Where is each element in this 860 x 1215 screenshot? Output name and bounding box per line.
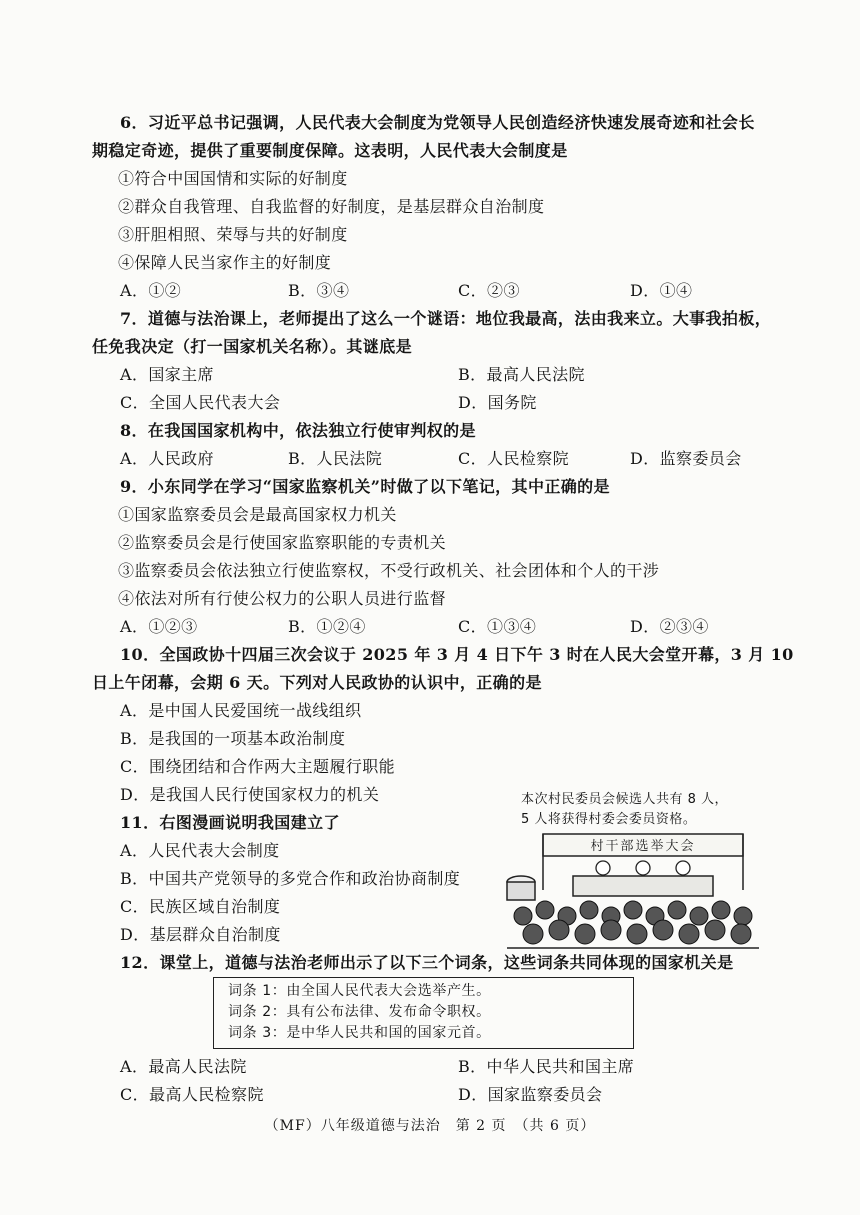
question-7-stem-line1: 7．道德与法治课上，老师提出了这么一个谜语：地位我最高，法由我来立。大事我拍板， — [120, 309, 772, 328]
question-7-option-b: B．最高人民法院 — [458, 365, 585, 384]
question-7-option-d: D．国务院 — [458, 393, 537, 412]
question-8-option-c: C．人民检察院 — [458, 449, 570, 468]
question-6-item-2: ②群众自我管理、自我监督的好制度，是基层群众自治制度 — [118, 197, 545, 216]
cartoon-caption-line2: 5 人将获得村委会委员资格。 — [521, 812, 697, 827]
question-6-item-3: ③肝胆相照、荣辱与共的好制度 — [118, 225, 348, 244]
question-9-item-2: ②监察委员会是行使国家监察职能的专责机关 — [118, 533, 447, 552]
question-12-term-box — [213, 977, 634, 1049]
question-9-item-4: ④依法对所有行使公权力的公职人员进行监督 — [118, 589, 447, 608]
question-10-option-d: D．是我国人民行使国家权力的机关 — [120, 785, 380, 804]
question-6-option-a: A．①② — [120, 281, 182, 300]
question-9-option-c: C．①③④ — [458, 617, 537, 636]
question-12-option-b: B．中华人民共和国主席 — [458, 1057, 635, 1076]
question-11-option-b: B．中国共产党领导的多党合作和政治协商制度 — [120, 869, 461, 888]
cartoon-caption-line1: 本次村民委员会候选人共有 8 人， — [521, 792, 729, 807]
cartoon-drawing — [503, 830, 763, 950]
question-8-option-b: B．人民法院 — [288, 449, 383, 468]
question-9-item-3: ③监察委员会依法独立行使监察权，不受行政机关、社会团体和个人的干涉 — [118, 561, 660, 580]
question-6-option-d: D．①④ — [630, 281, 693, 300]
question-8-stem: 8．在我国国家机构中，依法独立行使审判权的是 — [120, 421, 476, 440]
question-11-option-d: D．基层群众自治制度 — [120, 925, 281, 944]
question-7-option-a: A．国家主席 — [120, 365, 214, 384]
question-11-option-c: C．民族区域自治制度 — [120, 897, 281, 916]
question-12-option-c: C．最高人民检察院 — [120, 1085, 264, 1104]
question-10-stem-line1: 10．全国政协十四届三次会议于 2025 年 3 月 4 日下午 3 时在人民大会堂开幕，3 月 10 — [120, 645, 794, 664]
question-6-item-1: ①符合中国国情和实际的好制度 — [118, 169, 348, 188]
question-7-option-c: C．全国人民代表大会 — [120, 393, 281, 412]
question-10-stem-line2: 日上午闭幕，会期 6 天。下列对人民政协的认识中，正确的是 — [92, 673, 542, 692]
question-6-option-b: B．③④ — [288, 281, 350, 300]
cartoon-banner-text: 村干部选举大会 — [590, 839, 696, 854]
term-3: 词条 3：是中华人民共和国的国家元首。 — [228, 1025, 491, 1041]
term-1: 词条 1：由全国人民代表大会选举产生。 — [228, 983, 491, 999]
term-2: 词条 2：具有公布法律、发布命令职权。 — [228, 1004, 491, 1020]
question-6-item-4: ④保障人民当家作主的好制度 — [118, 253, 332, 272]
question-7-stem-line2: 任免我决定（打一国家机关名称）。其谜底是 — [92, 337, 413, 356]
question-6-stem-line2: 期稳定奇迹，提供了重要制度保障。这表明，人民代表大会制度是 — [92, 141, 568, 160]
page-footer: （MF）八年级道德与法治 第 2 页 （共 6 页） — [264, 1118, 596, 1134]
question-10-option-c: C．围绕团结和合作两大主题履行职能 — [120, 757, 396, 776]
question-12-option-d: D．国家监察委员会 — [458, 1085, 603, 1104]
question-6-option-c: C．②③ — [458, 281, 520, 300]
question-6-stem-line1: 6．习近平总书记强调，人民代表大会制度为党领导人民创造经济快速发展奇迹和社会长 — [120, 113, 755, 132]
question-10-option-b: B．是我国的一项基本政治制度 — [120, 729, 346, 748]
question-9-option-d: D．②③④ — [630, 617, 709, 636]
question-8-option-d: D．监察委员会 — [630, 449, 742, 468]
question-10-option-a: A．是中国人民爱国统一战线组织 — [120, 701, 362, 720]
question-12-option-a: A．最高人民法院 — [120, 1057, 247, 1076]
question-9-item-1: ①国家监察委员会是最高国家权力机关 — [118, 505, 397, 524]
question-9-stem: 9．小东同学在学习“国家监察机关”时做了以下笔记，其中正确的是 — [120, 477, 610, 496]
village-election-cartoon — [503, 790, 763, 950]
question-11-stem: 11．右图漫画说明我国建立了 — [120, 813, 340, 832]
question-11-option-a: A．人民代表大会制度 — [120, 841, 280, 860]
question-12-stem: 12．课堂上，道德与法治老师出示了以下三个词条，这些词条共同体现的国家机关是 — [120, 953, 734, 972]
question-9-option-b: B．①②④ — [288, 617, 366, 636]
question-8-option-a: A．人民政府 — [120, 449, 214, 468]
question-9-option-a: A．①②③ — [120, 617, 198, 636]
